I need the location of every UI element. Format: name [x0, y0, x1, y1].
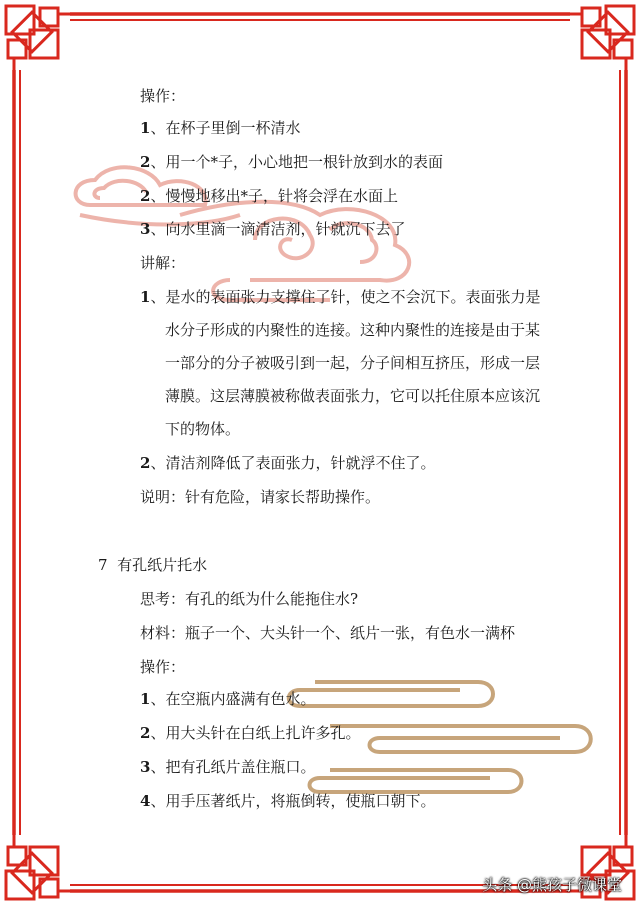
section-b-ops-heading: 操作：	[140, 658, 186, 676]
section-b-step-3	[140, 757, 315, 777]
step-number: 3	[140, 220, 151, 238]
section-b-step-4	[140, 791, 435, 811]
explain-text: 、是水的表面张力支撑住了针，使之不会沉下。表面张力是	[150, 288, 541, 306]
section-a-step-3	[140, 186, 398, 206]
step-text: 、向水里滴一滴清洁剂，针就沉下去了	[150, 220, 406, 238]
step-number: 2	[140, 724, 151, 742]
section-title: 有孔纸片托水	[117, 556, 208, 574]
explain-1-line-1	[140, 287, 540, 307]
step-number: 2	[140, 153, 151, 171]
step-text: 、慢慢地移出*子，针将会浮在水面上	[150, 187, 398, 205]
section-a-explain-heading: 讲解：	[140, 254, 186, 272]
safety-note: 说明：针有危险，请家长帮助操作。	[140, 488, 381, 506]
section-b-title	[98, 555, 207, 575]
step-text: 、在空瓶内盛满有色水。	[150, 690, 316, 708]
explain-number: 2	[140, 454, 151, 472]
section-a-step-1	[140, 118, 300, 138]
explain-2	[140, 453, 435, 473]
section-a-step-2	[140, 152, 443, 172]
materials: 材料：瓶子一个、大头针一个、纸片一张，有色水一满杯	[140, 624, 516, 642]
section-b-step-2	[140, 723, 360, 743]
step-number: 1	[140, 119, 151, 137]
section-a-ops-heading: 操作：	[140, 87, 186, 105]
step-text: 、用一个*子，小心地把一根针放到水的表面	[150, 153, 443, 171]
step-text: 、用大头针在白纸上扎许多孔。	[150, 724, 361, 742]
explain-1-line-2: 水分子形成的内聚性的连接。这种内聚性的连接是由于某	[165, 321, 541, 339]
section-a-step-4	[140, 219, 405, 239]
step-text: 、用手压著纸片，将瓶倒转，使瓶口朝下。	[150, 792, 436, 810]
section-number: 7	[98, 556, 108, 574]
think-question: 思考：有孔的纸为什么能拖住水?	[140, 590, 359, 608]
step-number: 3	[140, 758, 151, 776]
step-text: 、在杯子里倒一杯清水	[150, 119, 301, 137]
explain-text: 、清洁剂降低了表面张力，针就浮不住了。	[150, 454, 436, 472]
explain-number: 1	[140, 288, 151, 306]
step-number: 1	[140, 690, 151, 708]
explain-1-line-5: 下的物体。	[165, 420, 241, 438]
step-number: 4	[140, 792, 151, 810]
section-b-step-1	[140, 689, 315, 709]
step-text: 、把有孔纸片盖住瓶口。	[150, 758, 316, 776]
explain-1-line-4: 薄膜。这层薄膜被称做表面张力，它可以托住原本应该沉	[165, 387, 541, 405]
step-number: 2	[140, 187, 151, 205]
explain-1-line-3: 一部分的分子被吸引到一起，分子间相互挤压，形成一层	[165, 354, 541, 372]
source-watermark: 头条 @熊孩子微课堂	[482, 876, 622, 894]
